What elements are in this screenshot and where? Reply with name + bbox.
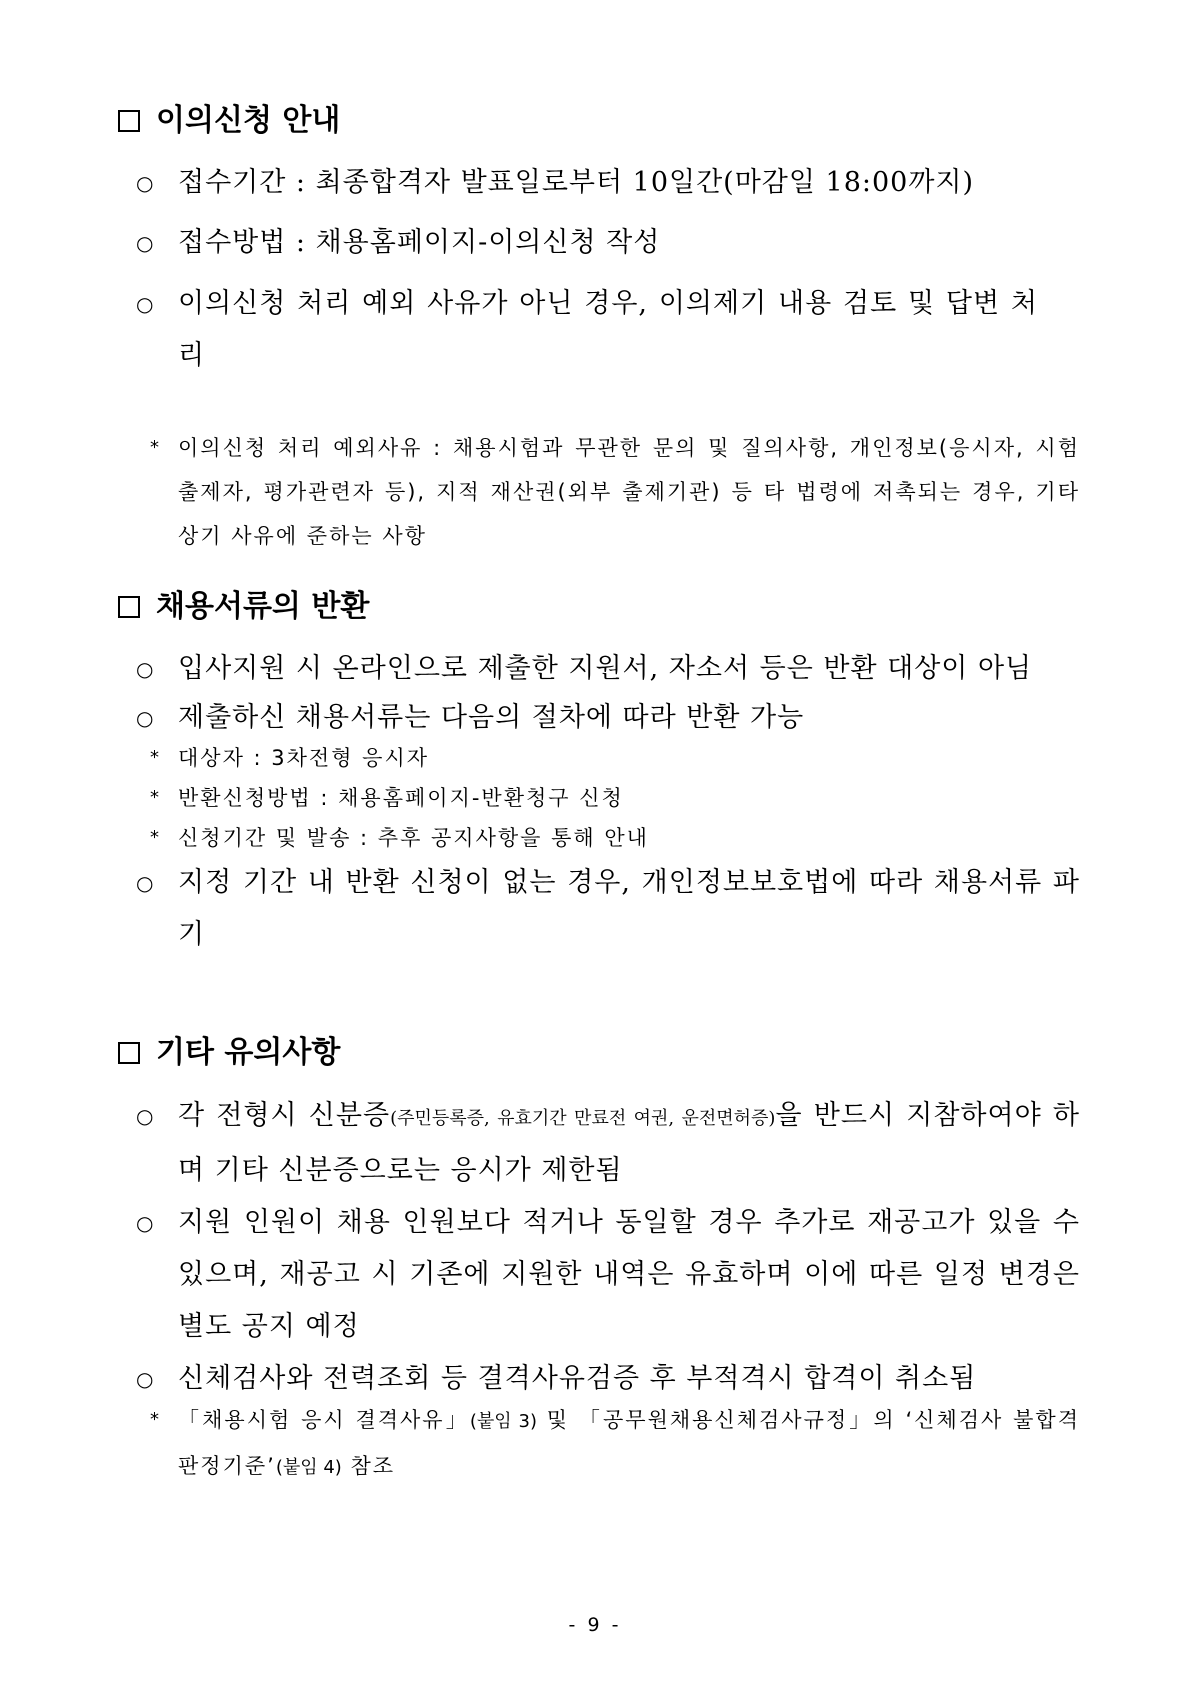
note-text: 신청기간 및 발송 : 추후 공지사항을 통해 안내 [178, 826, 649, 850]
section-title: 채용서류의 반환 [156, 589, 370, 624]
note-text: 이의신청 처리 예외사유 : 채용시험과 무관한 문의 및 질의사항, 개인정보(응시자, 시험출제자, 평가관련자 등), 지적 재산권(외부 출제기관) 등 타 법령에 저촉되는 경우, 기타 상기 사유에 준하는 사항 [178, 436, 1080, 548]
list-item [136, 217, 1080, 269]
asterisk-icon: * [150, 1409, 161, 1430]
list-item [136, 643, 1080, 695]
list-item [136, 1197, 1080, 1353]
note-item [150, 426, 1080, 558]
checkbox-square-icon [118, 110, 140, 132]
note-item [150, 1398, 1080, 1490]
item-text: 신체검사와 전력조회 등 결격사유검증 후 부적격시 합격이 취소됨 [178, 1363, 977, 1394]
circle-bullet-icon: ○ [136, 292, 155, 316]
note-item [150, 818, 1080, 858]
id-types-text: (주민등록증, 유효기간 만료전 여권, 운전면허증) [390, 1108, 776, 1129]
section-title: 기타 유의사항 [156, 1035, 341, 1070]
note-text-part: 「채용시험 응시 결격사유」 [178, 1408, 470, 1432]
note-item [150, 778, 1080, 818]
section-heading-document-return [118, 589, 369, 625]
note-text-part: 및 「공무원채용신체검사규정」의 ‘신체검사 불합격 판정기준’ [178, 1408, 1080, 1478]
section-title: 이의신청 안내 [156, 103, 341, 138]
note-text-part: 참조 [341, 1454, 396, 1478]
note-text: 대상자 : 3차전형 응시자 [178, 746, 430, 770]
asterisk-icon: * [150, 747, 161, 768]
item-text: 제출하신 채용서류는 다음의 절차에 따라 반환 가능 [178, 702, 805, 733]
section-heading-other-notes [118, 1035, 340, 1071]
list-item [136, 157, 1080, 209]
list-item [136, 692, 1080, 744]
checkbox-square-icon [118, 1042, 140, 1064]
circle-bullet-icon: ○ [136, 657, 155, 681]
item-text: 이의신청 처리 예외 사유가 아닌 경우, 이의제기 내용 검토 및 답변 처리 [178, 288, 1038, 371]
note-text: 반환신청방법 : 채용홈페이지-반환청구 신청 [178, 786, 624, 810]
checkbox-square-icon [118, 596, 140, 618]
circle-bullet-icon: ○ [136, 1104, 155, 1128]
circle-bullet-icon: ○ [136, 1367, 155, 1391]
note-item [150, 738, 1080, 778]
page-number: - 9 - [568, 1614, 622, 1636]
note-text [178, 1398, 1080, 1490]
item-text: 입사지원 시 온라인으로 제출한 지원서, 자소서 등은 반환 대상이 아님 [178, 653, 1033, 684]
section-heading-objection [118, 103, 340, 139]
attachment-ref: (붙임 4) [275, 1457, 342, 1478]
item-text: 지정 기간 내 반환 신청이 없는 경우, 개인정보보호법에 따라 채용서류 파기 [178, 867, 1080, 950]
item-text [178, 1090, 1080, 1197]
item-text-part: 을 반드시 지참하여야 하며 기타 신분증으로는 응시가 제한됨 [178, 1100, 1080, 1186]
circle-bullet-icon: ○ [136, 871, 155, 895]
asterisk-icon: * [150, 787, 161, 808]
asterisk-icon: * [150, 437, 161, 458]
item-text: 지원 인원이 채용 인원보다 적거나 동일할 경우 추가로 재공고가 있을 수 있으며, 재공고 시 기존에 지원한 내역은 유효하며 이에 따른 일정 변경은 별도 공지 예정 [178, 1207, 1080, 1342]
circle-bullet-icon: ○ [136, 231, 155, 255]
circle-bullet-icon: ○ [136, 1211, 155, 1235]
item-text: 접수기간 : 최종합격자 발표일로부터 10일간(마감일 18:00까지) [178, 167, 975, 198]
circle-bullet-icon: ○ [136, 171, 155, 195]
attachment-ref: (붙임 3) [469, 1411, 537, 1432]
list-item [136, 1090, 1080, 1197]
circle-bullet-icon: ○ [136, 706, 155, 730]
list-item [136, 857, 1080, 961]
item-text: 접수방법 : 채용홈페이지-이의신청 작성 [178, 227, 661, 258]
list-item [136, 278, 1080, 382]
asterisk-icon: * [150, 827, 161, 848]
item-text-part: 각 전형시 신분증 [178, 1100, 391, 1131]
